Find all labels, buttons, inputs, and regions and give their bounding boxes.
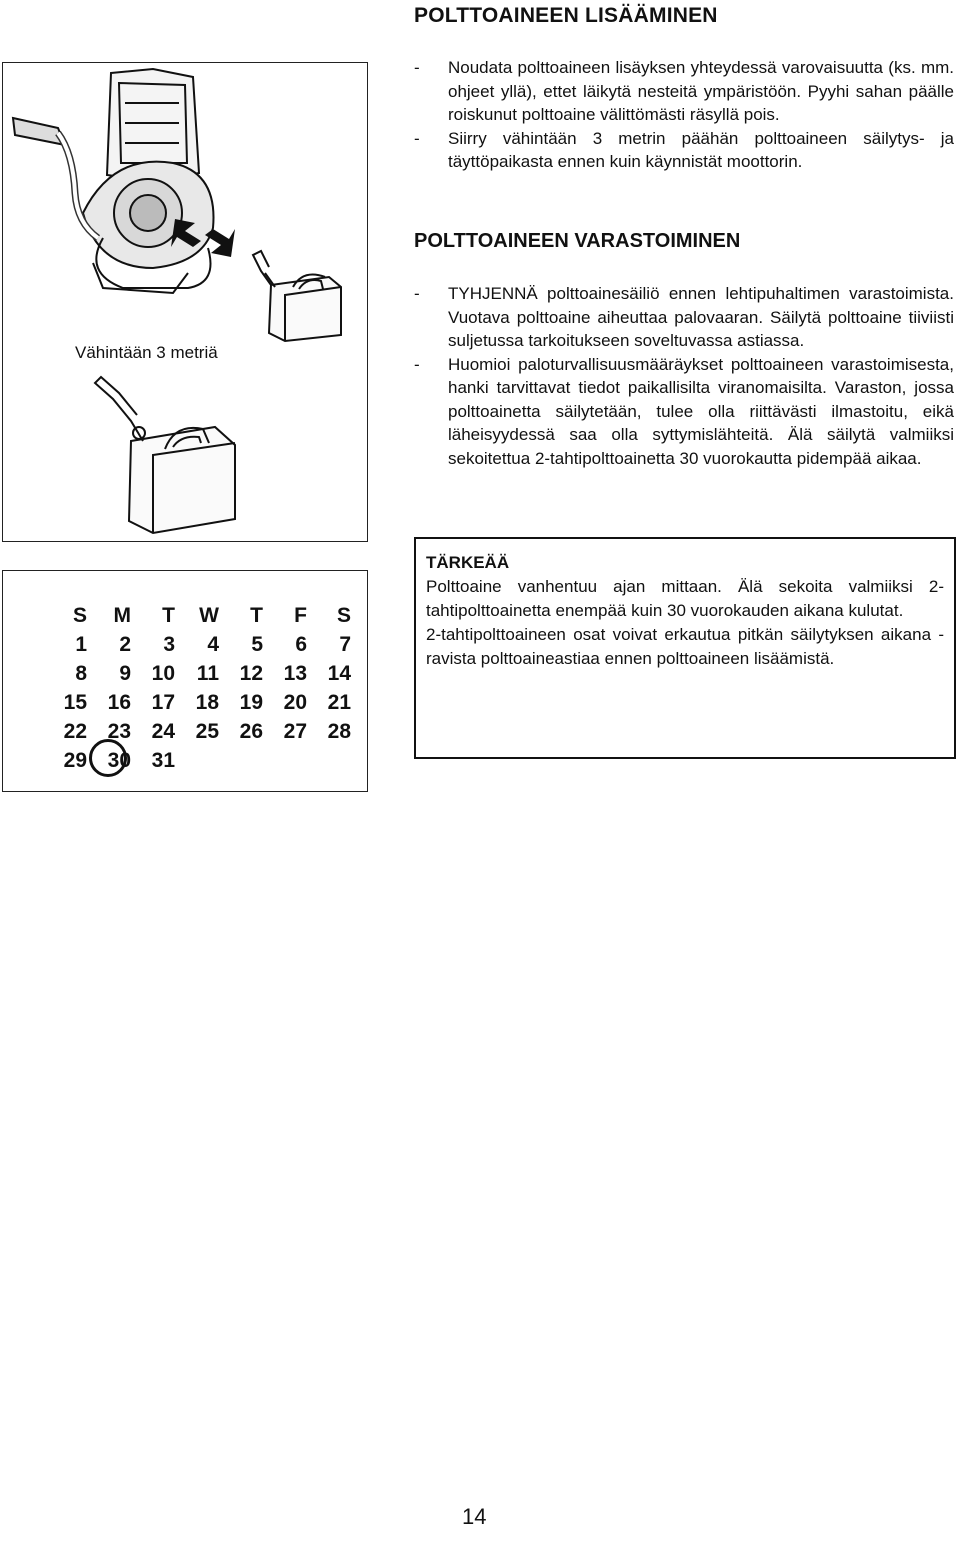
- note-paragraph: Polttoaine vanhentuu ajan mittaan. Älä sekoita valmiiksi 2-tahtipolttoainetta enempää kuin 30 vuorokauden aikana kulutat.: [426, 577, 944, 620]
- day: 17: [151, 690, 175, 714]
- day: 5: [251, 632, 263, 656]
- calendar-week-row: [43, 688, 351, 717]
- calendar-weekday-row: [43, 601, 351, 630]
- day: 7: [339, 632, 351, 656]
- list-item: - Huomioi paloturvallisuusmääräykset polttoaineen varastoimisesta, hanki tarvittavat tiedot paikallisilta viranomaisilta. Varaston, jossa polttoainetta säilytetään, tulee olla riittävästi ilmastoitu, eikä läheisyydessä saa olla syttymislähteitä. Älä säilytä valmiiksi sekoitettua 2-tahtipolttoainetta 30 vuorokautta pidempää aikaa.: [414, 353, 954, 471]
- circle-marker-icon: [89, 739, 127, 777]
- calendar-box: [2, 570, 368, 792]
- heading-fuel-adding: POLTTOAINEEN LISÄÄMINEN: [414, 4, 718, 27]
- day: 21: [327, 690, 351, 714]
- day: 1: [75, 632, 87, 656]
- list-item: - TYHJENNÄ polttoainesäiliö ennen lehtipuhaltimen varastoimista. Vuotava polttoaine aiheuttaa palovaaran. Säilytä polttoaine tiiviisti suljetussa tarkoitukseen soveltuvassa astiassa.: [414, 282, 954, 353]
- list-item-text: Noudata polttoaineen lisäyksen yhteydessä varovaisuutta (ks. mm. ohjeet yllä), ettet läikytä nesteitä ympäristöön. Pyyhi sahan päälle roiskunut polttoaine välittömästi räsyllä pois.: [448, 58, 954, 124]
- note-title: TÄRKEÄÄ: [426, 553, 510, 572]
- calendar-week-row: [43, 659, 351, 688]
- page-number: 14: [462, 1504, 487, 1529]
- distance-caption: Vähintään 3 metriä: [75, 343, 218, 362]
- calendar-week-row: [43, 630, 351, 659]
- day: 20: [283, 690, 307, 714]
- day: 18: [195, 690, 219, 714]
- day: 26: [239, 719, 263, 743]
- day: 6: [295, 632, 307, 656]
- day: 9: [119, 661, 131, 685]
- weekday: W: [199, 603, 219, 627]
- day: 27: [283, 719, 307, 743]
- weekday: T: [250, 603, 263, 627]
- day: 3: [163, 632, 175, 656]
- day: 2: [119, 632, 131, 656]
- fuel-can-large-icon: [95, 377, 235, 533]
- weekday: M: [113, 603, 131, 627]
- list-item-text: Huomioi paloturvallisuusmääräykset polttoaineen varastoimisesta, hanki tarvittavat tiedot paikallisilta viranomaisilta. Varaston, jossa polttoainetta säilytetään, tulee olla riittävästi ilmastoitu, eikä läheisyydessä saa olla syttymislähteitä. Älä säilytä valmiiksi sekoitettua 2-tahtipolttoainetta 30 vuorokautta pidempää aikaa.: [448, 354, 954, 468]
- day: 16: [107, 690, 131, 714]
- day: 23: [107, 719, 131, 743]
- fuel-adding-list: [414, 56, 954, 174]
- day: 8: [75, 661, 87, 685]
- weekday: F: [294, 603, 307, 627]
- day: 11: [196, 661, 219, 685]
- day: 14: [327, 661, 351, 685]
- fuel-can-small-icon: [253, 251, 341, 341]
- day: 12: [239, 661, 263, 685]
- heading-fuel-storage: POLTTOAINEEN VARASTOIMINEN: [414, 230, 741, 252]
- list-item: - Noudata polttoaineen lisäyksen yhteydessä varovaisuutta (ks. mm. ohjeet yllä), ettet läikytä nesteitä ympäristöön. Pyyhi sahan päälle roiskunut polttoaine välittömästi räsyllä pois.: [414, 56, 954, 127]
- calendar-week-row: [43, 746, 351, 775]
- day: 25: [195, 719, 219, 743]
- day-circled: 30: [107, 748, 131, 772]
- list-item: - Siirry vähintään 3 metrin päähän polttoaineen säilytys- ja täyttöpaikasta ennen kuin käynnistät moottorin.: [414, 127, 954, 174]
- day: 29: [63, 748, 87, 772]
- list-item-text: Siirry vähintään 3 metrin päähän polttoaineen säilytys- ja täyttöpaikasta ennen kuin käynnistät moottorin.: [448, 128, 954, 171]
- day: 4: [207, 632, 219, 656]
- fuel-distance-illustration: [3, 63, 367, 541]
- day: 10: [151, 661, 175, 685]
- day: 13: [283, 661, 307, 685]
- day: 15: [63, 690, 87, 714]
- leaf-blower-icon: [13, 69, 214, 293]
- calendar: [43, 601, 351, 775]
- day: 19: [239, 690, 263, 714]
- important-note-box: [414, 537, 956, 759]
- weekday: T: [162, 603, 175, 627]
- illustration-box: [2, 62, 368, 542]
- day: 24: [151, 719, 175, 743]
- weekday: S: [336, 603, 351, 627]
- day: 28: [327, 719, 351, 743]
- weekday: S: [72, 603, 87, 627]
- note-paragraph: 2-tahtipolttoaineen osat voivat erkautua pitkän säilytyksen aikana - ravista polttoaineastiaa ennen polttoaineen lisäämistä.: [426, 625, 944, 668]
- day: 22: [63, 719, 87, 743]
- list-item-text: TYHJENNÄ polttoainesäiliö ennen lehtipuhaltimen varastoimista. Vuotava polttoaine aiheuttaa palovaaran. Säilytä polttoaine tiiviisti suljetussa tarkoitukseen soveltuvassa astiassa.: [448, 284, 954, 350]
- day: 31: [151, 748, 175, 772]
- fuel-storage-list: [414, 282, 954, 470]
- calendar-week-row: [43, 717, 351, 746]
